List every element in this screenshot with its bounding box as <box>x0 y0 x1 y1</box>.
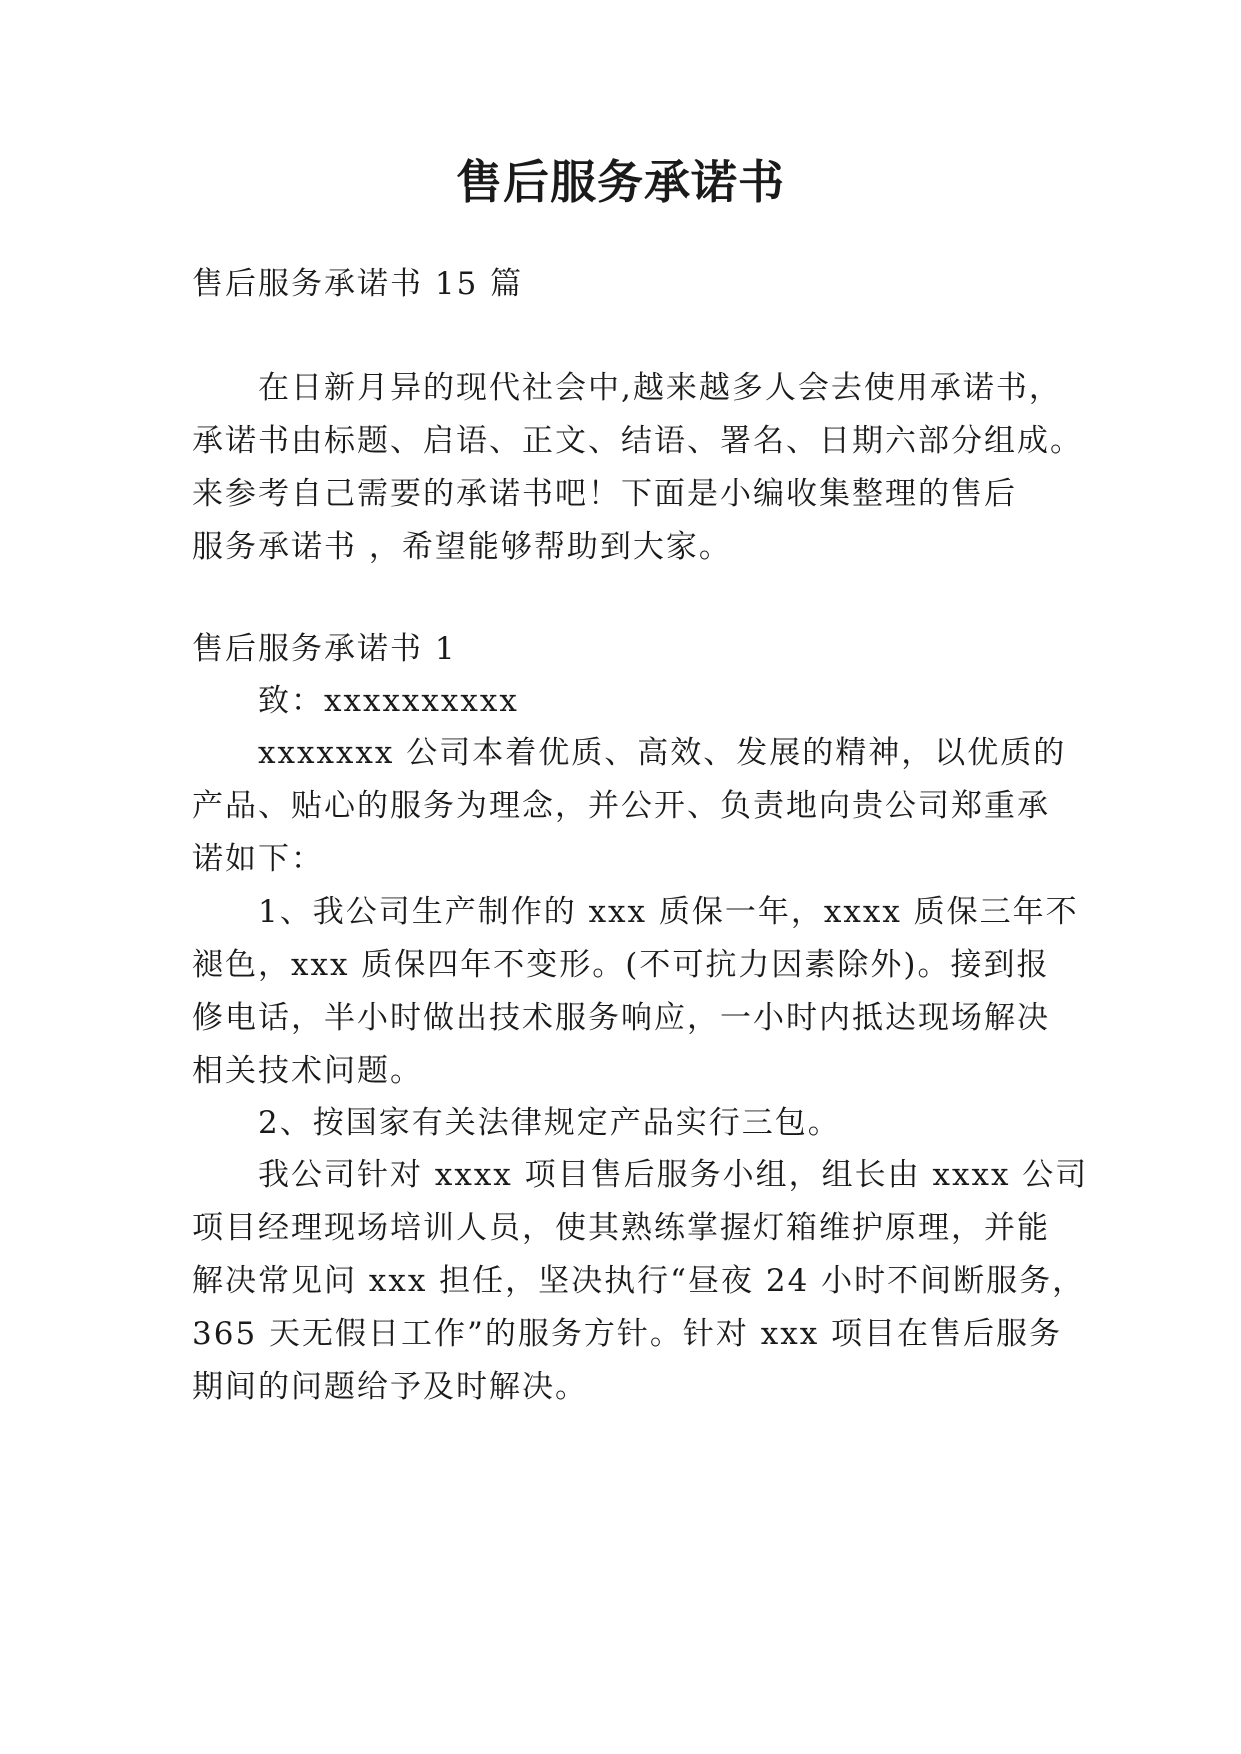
intro-line: 服务承诺书 ，希望能够帮助到大家。 <box>192 529 732 565</box>
paragraph-line: 产品、贴心的服务为理念，并公开、负责地向贵公司郑重承 <box>192 788 1050 824</box>
list-item-line: 修电话，半小时做出技术服务响应，一小时内抵达现场解决 <box>192 1000 1050 1036</box>
intro-line: 在日新月异的现代社会中,越来越多人会去使用承诺书， <box>258 370 1062 406</box>
document-title: 售后服务承诺书 <box>456 155 785 209</box>
salutation: 致：xxxxxxxxxx <box>258 683 519 719</box>
paragraph-line: xxxxxxx 公司本着优质、高效、发展的精神，以优质的 <box>258 735 1067 771</box>
intro-line: 来参考自己需要的承诺书吧！下面是小编收集整理的售后 <box>192 476 1017 512</box>
section-heading: 售后服务承诺书 1 <box>192 631 457 667</box>
paragraph-line: 365 天无假日工作”的服务方针。针对 xxx 项目在售后服务 <box>192 1316 1063 1352</box>
intro-line: 承诺书由标题、启语、正文、结语、署名、日期六部分组成。 <box>192 423 1083 459</box>
list-item-line: 1、我公司生产制作的 xxx 质保一年，xxxx 质保三年不 <box>258 894 1079 930</box>
list-item-line: 相关技术问题。 <box>192 1053 423 1089</box>
list-item-line: 褪色，xxx 质保四年不变形。(不可抗力因素除外)。接到报 <box>192 947 1050 983</box>
paragraph-line: 诺如下： <box>192 841 324 877</box>
paragraph-line: 我公司针对 xxxx 项目售后服务小组，组长由 xxxx 公司 <box>258 1157 1089 1193</box>
document-subtitle: 售后服务承诺书 15 篇 <box>192 266 524 302</box>
paragraph-line: 项目经理现场培训人员，使其熟练掌握灯箱维护原理，并能 <box>192 1210 1050 1246</box>
list-item-line: 2、按国家有关法律规定产品实行三包。 <box>258 1105 841 1141</box>
paragraph-line: 解决常见问 xxx 担任，坚决执行“昼夜 24 小时不间断服务， <box>192 1263 1086 1299</box>
paragraph-line: 期间的问题给予及时解决。 <box>192 1369 588 1405</box>
